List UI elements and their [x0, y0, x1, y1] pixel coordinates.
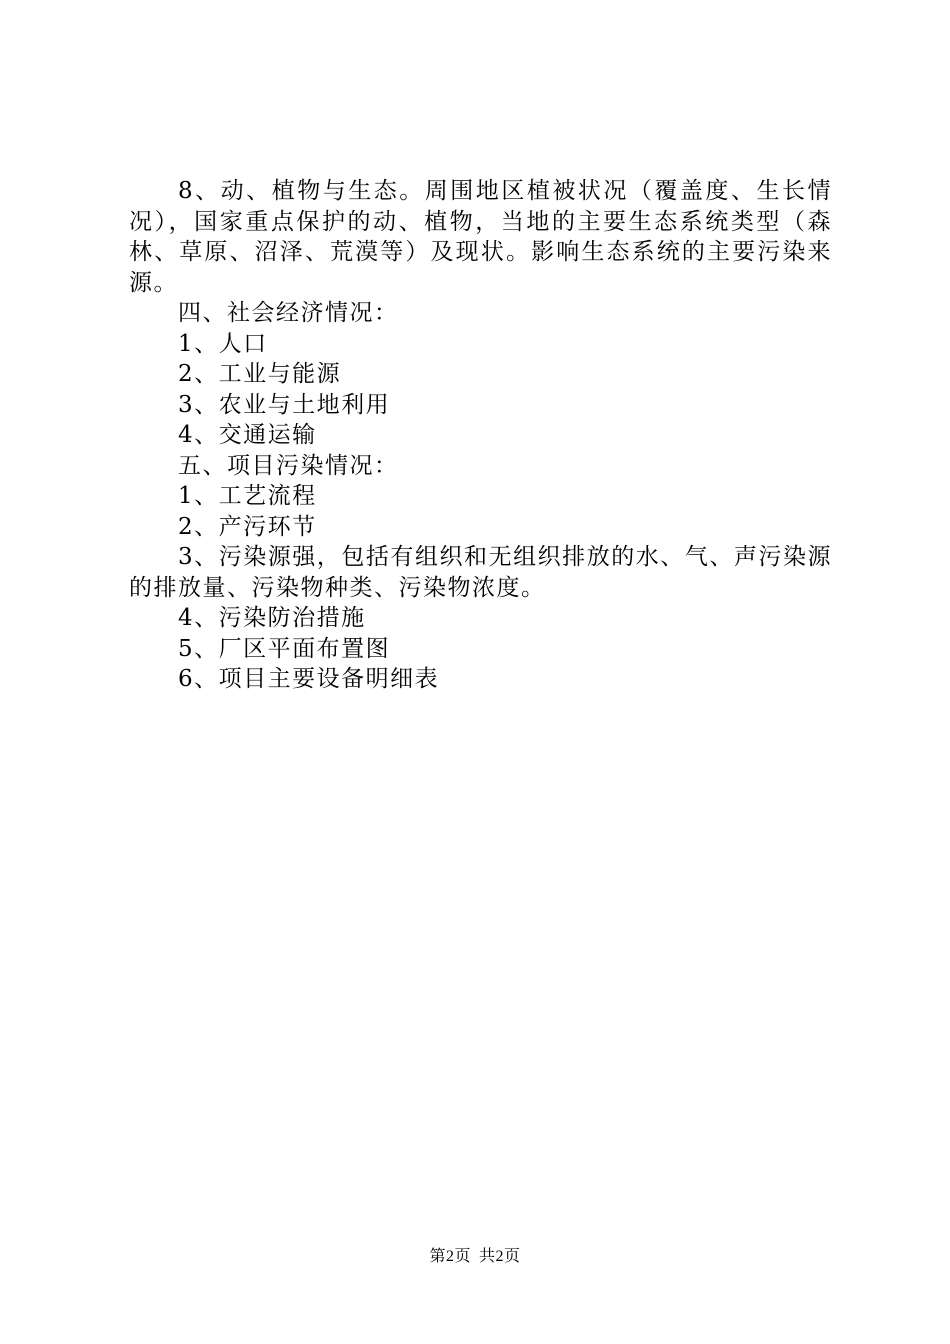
section-heading-pollution: 五、项目污染情况：: [178, 452, 399, 479]
list-item-agriculture-land: 3、农业与土地利用: [178, 391, 391, 418]
paragraph-ecology: 8、动、植物与生态。周围地区植被状况（覆盖度、生长情况），国家重点保护的动、植物，当地的主要生态系统类型（森林、草原、沼泽、荒漠等）及现状。影响生态系统的主要污染来源。: [129, 178, 832, 296]
list-item-population: 1、人口: [178, 330, 268, 357]
list-item-source-strength: 3、污染源强，包括有组织和无组织排放的水、气、声污染源的排放量、污染物种类、污染物浓度。: [129, 544, 832, 601]
page-number: 第2页: [429, 1248, 471, 1265]
document-body: [129, 176, 832, 695]
page-footer: [0, 1243, 950, 1266]
list-item-pollution-control: 4、污染防治措施: [178, 605, 366, 631]
list-item-transportation: 4、交通运输: [178, 422, 317, 448]
list-item-equipment-list: 6、项目主要设备明细表: [178, 666, 440, 692]
page-total: 共2页: [479, 1248, 521, 1265]
list-item-site-layout: 5、厂区平面布置图: [178, 635, 391, 662]
list-item-industry-energy: 2、工业与能源: [178, 361, 342, 387]
list-item-pollution-stages: 2、产污环节: [178, 513, 317, 540]
section-heading-socioeconomic: 四、社会经济情况：: [178, 300, 399, 326]
list-item-process-flow: 1、工艺流程: [178, 483, 317, 509]
